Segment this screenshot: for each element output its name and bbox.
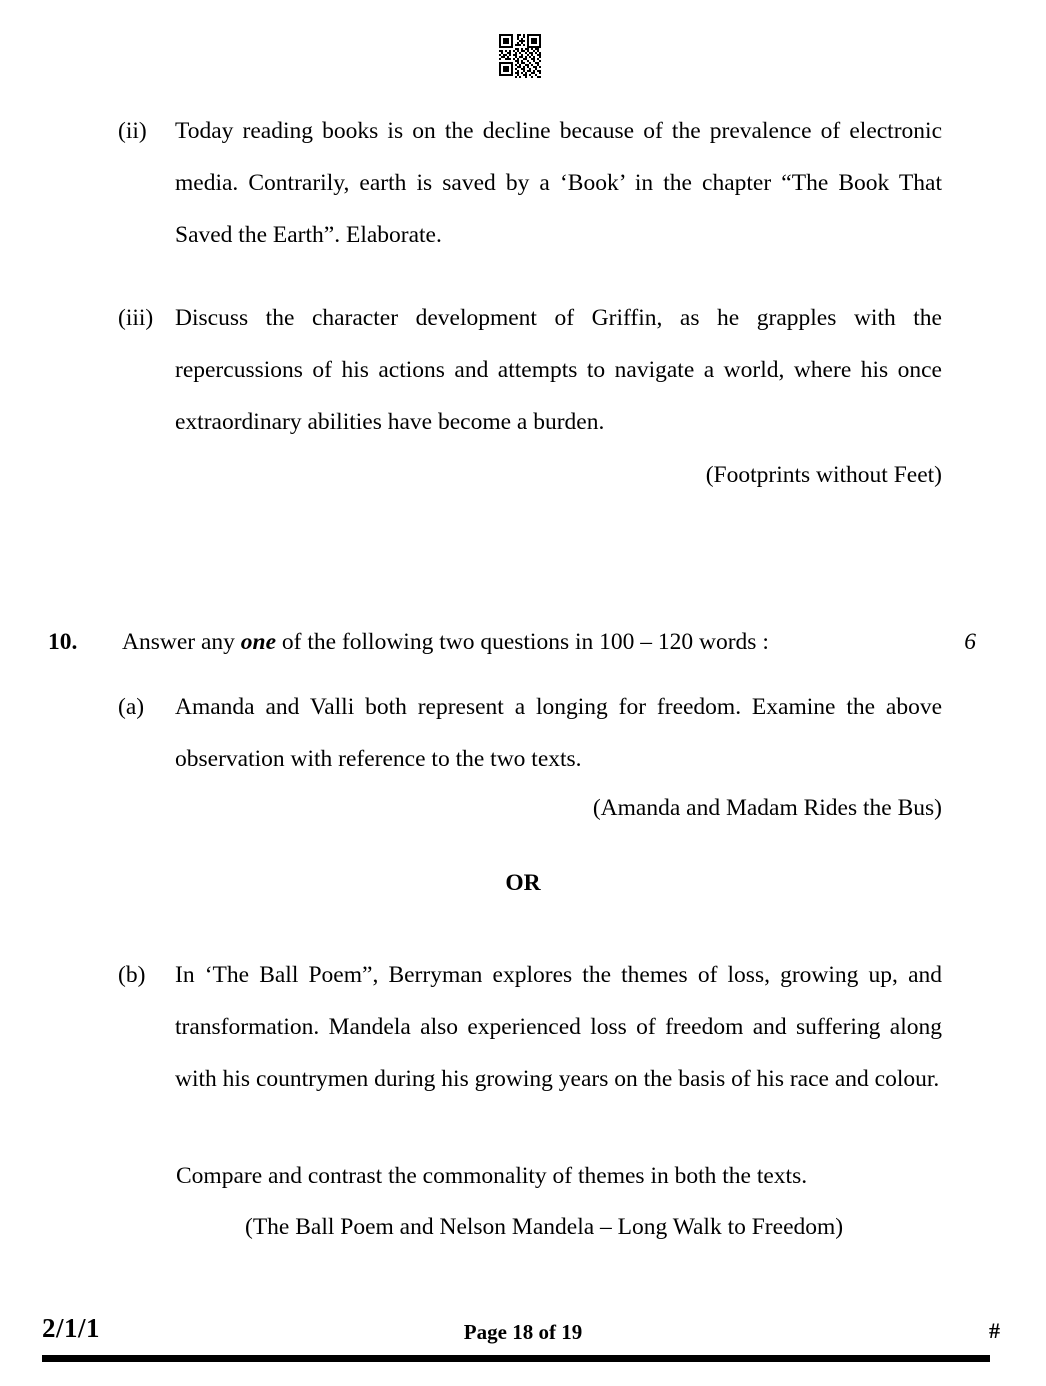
question-marker: (iii) (118, 305, 154, 331)
or-separator: OR (505, 870, 541, 896)
page-label: Page 18 of 19 (463, 1320, 583, 1344)
option-text: Amanda and Valli both represent a longing for freedom. Examine the above observation with reference to the two texts. (175, 694, 942, 772)
prompt-part-1: Answer any (122, 629, 241, 655)
option-text: In ‘The Ball Poem”, Berryman explores the themes of loss, growing up, and transformation. Mandela also experienced loss of freedom and suffering along with his countrymen during his growing years on the basis of his race and colour. (175, 962, 942, 1092)
question-attribution: (Footprints without Feet) (705, 462, 942, 488)
question-prompt (122, 626, 769, 658)
footer-divider (42, 1355, 990, 1362)
question-marker: (ii) (118, 118, 147, 144)
option-marker: (b) (118, 962, 146, 988)
question-text: Discuss the character development of Griffin, as he grapples with the repercussions of his actions and attempts to navigate a world, where his once extraordinary abilities have become a burden. (175, 305, 942, 435)
main-question-10 (48, 626, 992, 658)
prompt-emphasis: one (240, 629, 277, 655)
option-item-a (118, 681, 942, 785)
prompt-part-2: of the following two questions in 100 – 120 words : (276, 629, 769, 655)
option-marker: (a) (118, 694, 145, 720)
qr-code-icon (497, 32, 543, 80)
end-marker: # (989, 1318, 1000, 1343)
option-attribution: (Amanda and Madam Rides the Bus) (592, 795, 942, 821)
question-text: Today reading books is on the decline because of the prevalence of electronic media. Contrarily, earth is saved by a ‘Book’ in the chapter “The Book That Saved the Earth”. Elaborate. (175, 118, 942, 248)
option-attribution: (The Ball Poem and Nelson Mandela – Long Walk to Freedom) (245, 1214, 844, 1240)
option-extra-line: Compare and contrast the commonality of themes in both the texts. (176, 1163, 808, 1189)
question-number: 10. (48, 629, 78, 655)
option-item-b (118, 949, 942, 1105)
marks-value: 6 (964, 629, 976, 655)
question-item-iii (118, 292, 942, 448)
paper-code: 2/1/1 (42, 1313, 101, 1343)
question-item-ii (118, 105, 942, 261)
